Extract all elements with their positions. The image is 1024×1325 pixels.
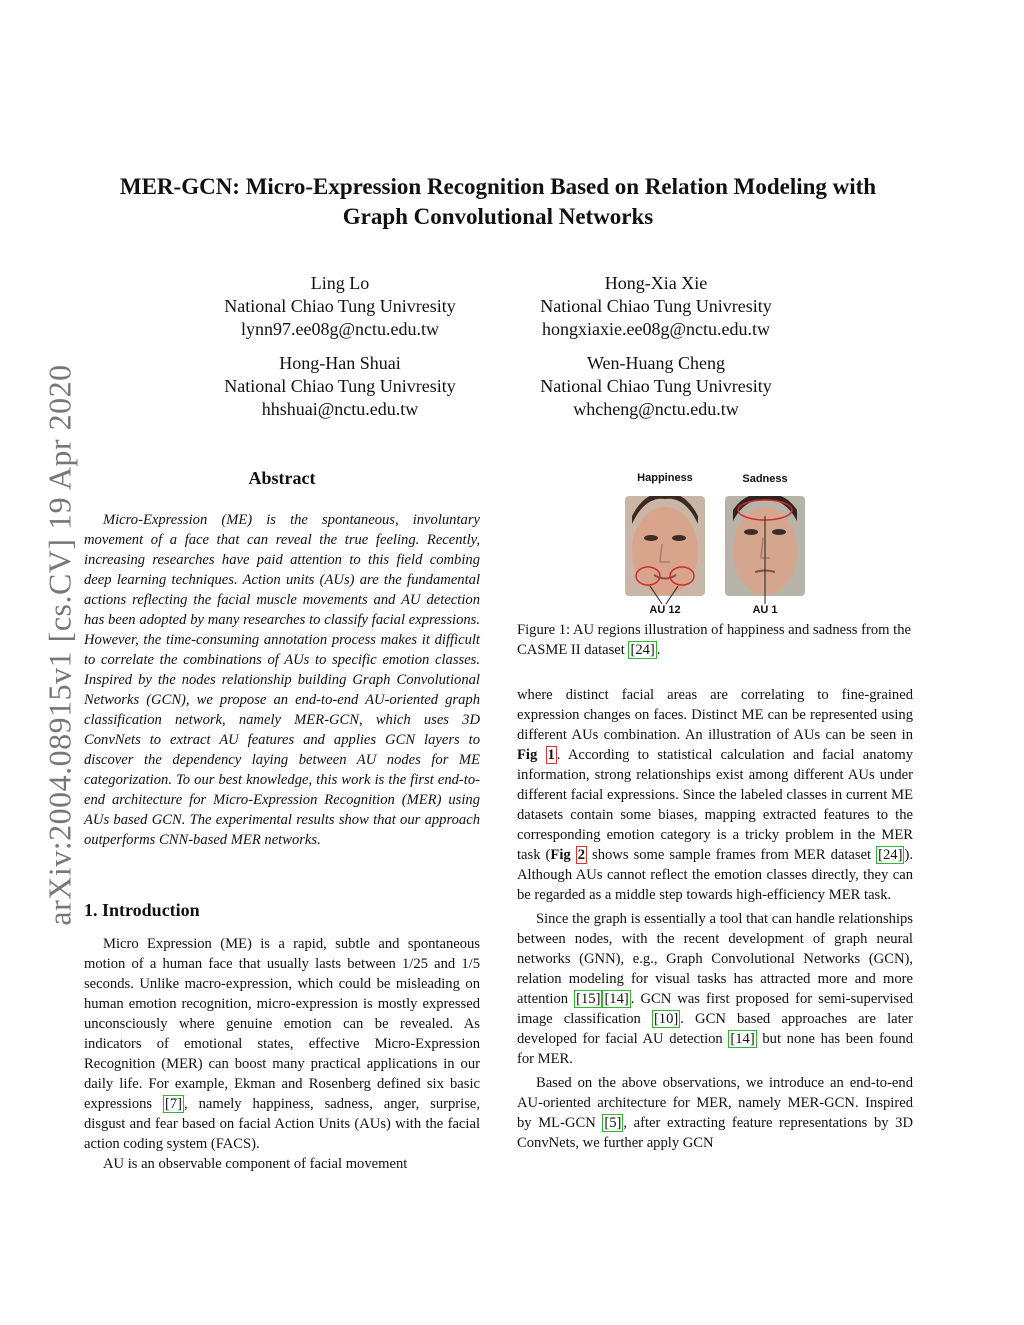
text-run: , namely happiness, sadness, anger, surprise, disgust and fear based on facial Action Units (AUs) with the facial action coding system (FACS).: [84, 1096, 480, 1152]
author-affiliation: National Chiao Tung Univresity: [224, 376, 456, 396]
text-run: Figure 1: AU regions illustration of happiness and sadness from the CASME II dataset: [517, 622, 911, 658]
text-run: . GCN was first proposed for semi-supervised image classification: [517, 991, 913, 1027]
right-paragraph-2: [517, 909, 913, 1069]
au1-label: AU 1: [752, 604, 778, 616]
author-affiliation: National Chiao Tung Univresity: [540, 296, 772, 316]
abstract-text: Micro-Expression (ME) is the spontaneous, involuntary movement of a face that can reveal the true feeling. Recently, increasing researches have paid attention to this field combing deep learning techniques. Action units (AUs) are the fundamental actions reflecting the facial muscle movements and AU detection has been adopted by many researches to classify facial expressions. However, the time-consuming annotation process makes it difficult to correlate the combinations of AUs to specific emotion classes. Inspired by the nodes relationship building Graph Convolutional Networks (GCN), we propose an end-to-end AU-oriented graph classification network, namely MER-GCN, which uses 3D ConvNets to extract AU features and applies GCN layers to discover the dependency laying between AU nodes for ME categorization. To our best knowledge, this work is the first end-to-end architecture for Micro-Expression Recognition (MER) using AUs based GCN. The experimental results show that our approach outperforms CNN-based MER networks.: [84, 512, 480, 848]
figure-ref-text: Fig: [517, 747, 546, 763]
figure-1-caption: [517, 620, 913, 660]
citation-link[interactable]: [24]: [878, 847, 903, 863]
author-email[interactable]: whcheng@nctu.edu.tw: [573, 399, 739, 419]
text-run: shows some sample frames from MER dataset: [587, 847, 877, 863]
citation-link[interactable]: [14]: [730, 1031, 755, 1047]
author-name: Wen-Huang Cheng: [586, 353, 725, 373]
au12-label: AU 12: [649, 604, 681, 616]
figure-1: [610, 466, 810, 626]
paper-title: [80, 172, 916, 232]
text-run: Based on the above observations, we introduce an end-to-end AU-oriented architecture for MER, namely MER-GCN. Inspired by ML-GCN: [517, 1075, 913, 1131]
author-name: Ling Lo: [310, 273, 370, 293]
text-run: . According to statistical calculation and facial anatomy information, strong relationships exist among different AUs under different facial expressions. Since the labeled classes in current ME datasets contain some biases, mapping extracted features to the corresponding emotion category is a tricky problem in the MER task (: [517, 747, 913, 863]
author-name: Hong-Xia Xie: [604, 273, 708, 293]
right-paragraph-1: [517, 685, 913, 905]
abstract-heading: Abstract: [248, 468, 316, 488]
figure-ref-link[interactable]: 1: [547, 747, 555, 763]
citation-link[interactable]: [7]: [165, 1096, 183, 1112]
text-run: Micro Expression (ME) is a rapid, subtle and spontaneous motion of a human face that usually lasts between 1/25 and 1/5 seconds. Unlike macro-expression, which could be misleading on human emotion recognition, micro-expression is mostly expressed unconsciously where genuine emotion can be revealed. As indicators of emotional states, effective Micro-Expression Recognition (MER) can boost many practical applications in our daily life. For example, Ekman and Rosenberg defined six basic expressions: [84, 936, 480, 1112]
au-pointer-lines: [610, 466, 810, 626]
author-email[interactable]: lynn97.ee08g@nctu.edu.tw: [240, 319, 440, 339]
right-column-body: [517, 685, 913, 1153]
text-run: . GCN based approaches are later developed for facial AU detection: [517, 1011, 914, 1047]
author-affiliation: National Chiao Tung Univresity: [540, 376, 772, 396]
introduction-heading: 1. Introduction: [84, 900, 200, 920]
citation-link[interactable]: [10]: [653, 1011, 679, 1027]
figure-ref-text: Fig: [550, 847, 576, 863]
text-run: but none has been found for MER.: [517, 1031, 913, 1067]
title-line-2: Graph Convolutional Networks: [342, 204, 654, 229]
figure-label-happiness: Happiness: [637, 472, 693, 484]
author-block-1: [180, 272, 500, 341]
author-email[interactable]: hhshuai@nctu.edu.tw: [261, 399, 419, 419]
intro-paragraph-2: AU is an observable component of facial movement: [102, 1156, 408, 1172]
citation-link[interactable]: [24]: [630, 642, 655, 658]
author-name: Hong-Han Shuai: [279, 353, 401, 373]
text-run: ). Although AUs cannot reflect the emotion classes directly, they can be regarded as a middle step towards high-efficiency MER task.: [517, 847, 913, 903]
author-block-3: [180, 352, 500, 421]
text-run: , after extracting feature representations by 3D ConvNets, we further apply GCN: [517, 1115, 913, 1151]
author-email[interactable]: hongxiaxie.ee08g@nctu.edu.tw: [541, 319, 770, 339]
citation-link[interactable]: [5]: [604, 1115, 622, 1131]
text-run: where distinct facial areas are correlating to fine-grained expression changes on faces. Distinct ME can be represented using different AUs combination. An illustration of AUs can be seen in: [517, 687, 913, 743]
figure-label-sadness: Sadness: [742, 473, 788, 485]
citation-link[interactable]: [14]: [604, 991, 629, 1007]
text-run: .: [656, 642, 661, 658]
right-paragraph-3: [517, 1073, 913, 1153]
text-run: Since the graph is essentially a tool that can handle relationships between nodes, with the recent development of graph neural networks (GNN), e.g., Graph Convolutional Networks (GCN), relation modeling for visual tasks has attracted more and more attention: [517, 911, 913, 1007]
title-line-1: MER-GCN: Micro-Expression Recognition Based on Relation Modeling with: [119, 174, 877, 199]
author-block-2: [496, 272, 816, 341]
author-block-4: [496, 352, 816, 421]
author-affiliation: National Chiao Tung Univresity: [224, 296, 456, 316]
citation-link[interactable]: [15]: [576, 991, 601, 1007]
arxiv-identifier: arXiv:2004.08915v1 [cs.CV] 19 Apr 2020: [41, 364, 78, 926]
introduction-body: [84, 934, 480, 1174]
intro-paragraph-1: [84, 934, 480, 1154]
figure-ref-link[interactable]: 2: [577, 847, 586, 863]
